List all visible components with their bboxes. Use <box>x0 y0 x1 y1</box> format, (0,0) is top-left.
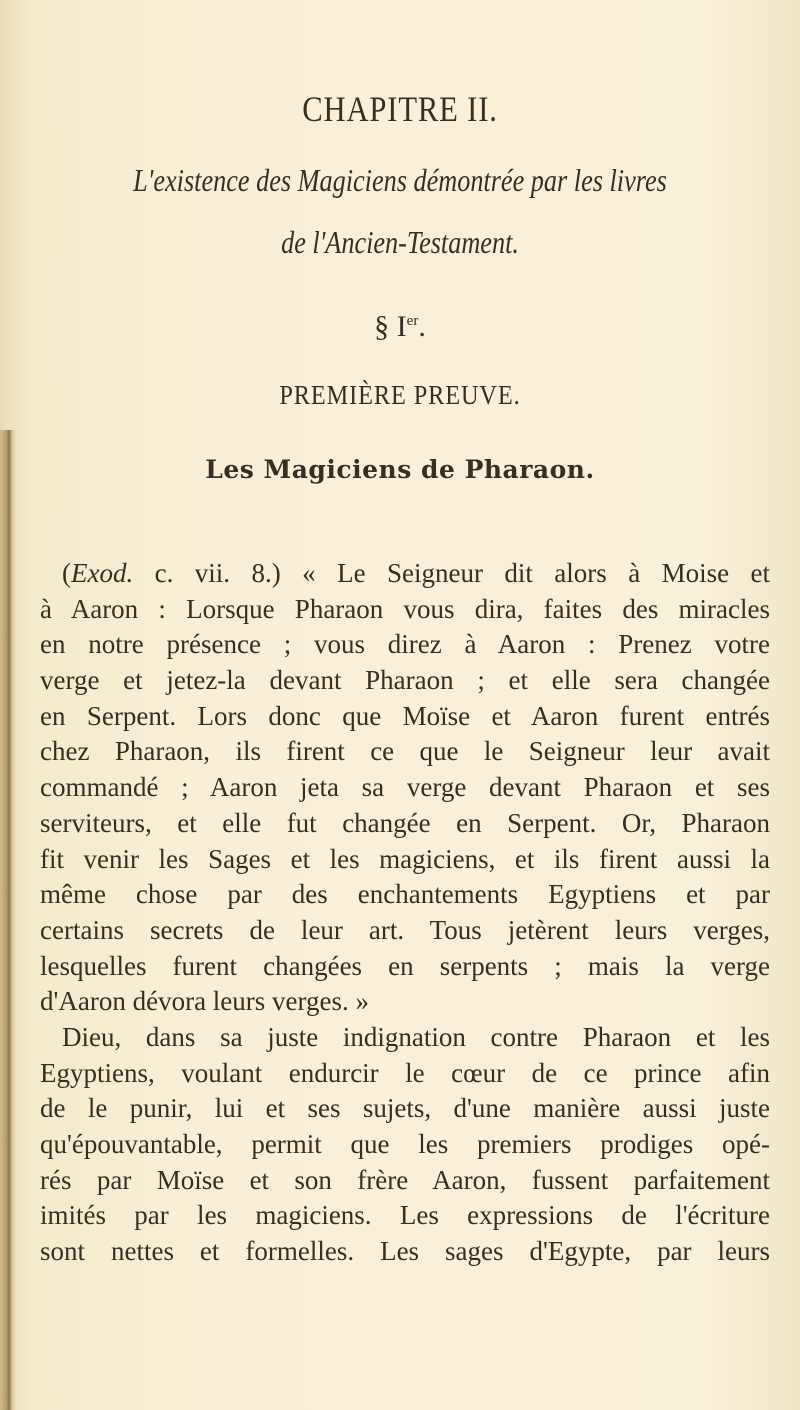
section-heading: Les Magiciens de Pharaon. <box>205 455 595 484</box>
chapter-subtitle-line-1: L'existence des Magiciens démontrée par les livres <box>133 162 667 198</box>
text-line: d'Aaron dévora leurs verges. » <box>40 986 370 1017</box>
text-line-content: « Le Seigneur dit alors à Moise et <box>280 558 770 588</box>
reference-book: Exod. <box>71 558 134 588</box>
section-superscript: er <box>406 313 419 329</box>
reference-open: ( <box>62 558 71 588</box>
text-line: sont nettes et formelles. Les sages d'Egypte, par leurs <box>40 1236 770 1267</box>
chapter-subtitle-line-2: de l'Ancien-Testament. <box>281 224 519 260</box>
text-line: verge et jetez-la devant Pharaon ; et elle sera changée <box>40 665 770 696</box>
text-line <box>40 556 770 592</box>
text-line: en Serpent. Lors donc que Moïse et Aaron furent entrés <box>40 700 770 731</box>
text-line: certains secrets de leur art. Tous jetèrent leurs verges, <box>40 914 770 945</box>
text-line: à Aaron : Lorsque Pharaon vous dira, faites des miracles <box>40 593 770 624</box>
section-mark: § I <box>374 310 407 343</box>
section-period: . <box>418 310 426 343</box>
text-line: chez Pharaon, ils firent ce que le Seigneur leur avait <box>40 736 770 767</box>
reference-rest: c. vii. 8.) <box>133 558 281 588</box>
section-number <box>0 310 800 344</box>
text-line: de le punir, lui et ses sujets, d'une manière aussi juste <box>40 1093 770 1124</box>
text-line: même chose par des enchantements Egyptiens et par <box>40 879 770 910</box>
text-line: Dieu, dans sa juste indignation contre Pharaon et les <box>62 1021 770 1052</box>
text-line: qu'épouvantable, permit que les premiers prodiges opé- <box>40 1129 770 1159</box>
chapter-title: CHAPITRE II. <box>302 89 498 129</box>
text-line: imités par les magiciens. Les expressions de l'écriture <box>40 1200 770 1231</box>
proof-title: PREMIÈRE PREUVE. <box>279 380 521 410</box>
text-line: serviteurs, et elle fut changée en Serpent. Or, Pharaon <box>40 807 770 838</box>
text-line: Egyptiens, voulant endurcir le cœur de ce prince afin <box>40 1057 770 1088</box>
text-line: lesquelles furent changées en serpents ; mais la verge <box>40 950 770 981</box>
body-text <box>40 556 770 1270</box>
book-binding-edge <box>0 430 16 1410</box>
text-line: commandé ; Aaron jeta sa verge devant Pharaon et ses <box>40 772 770 803</box>
text-line: rés par Moïse et son frère Aaron, fussent parfaitement <box>40 1164 770 1195</box>
text-line: fit venir les Sages et les magiciens, et ils firent aussi la <box>40 843 770 874</box>
text-line: en notre présence ; vous direz à Aaron : Prenez votre <box>40 629 770 660</box>
